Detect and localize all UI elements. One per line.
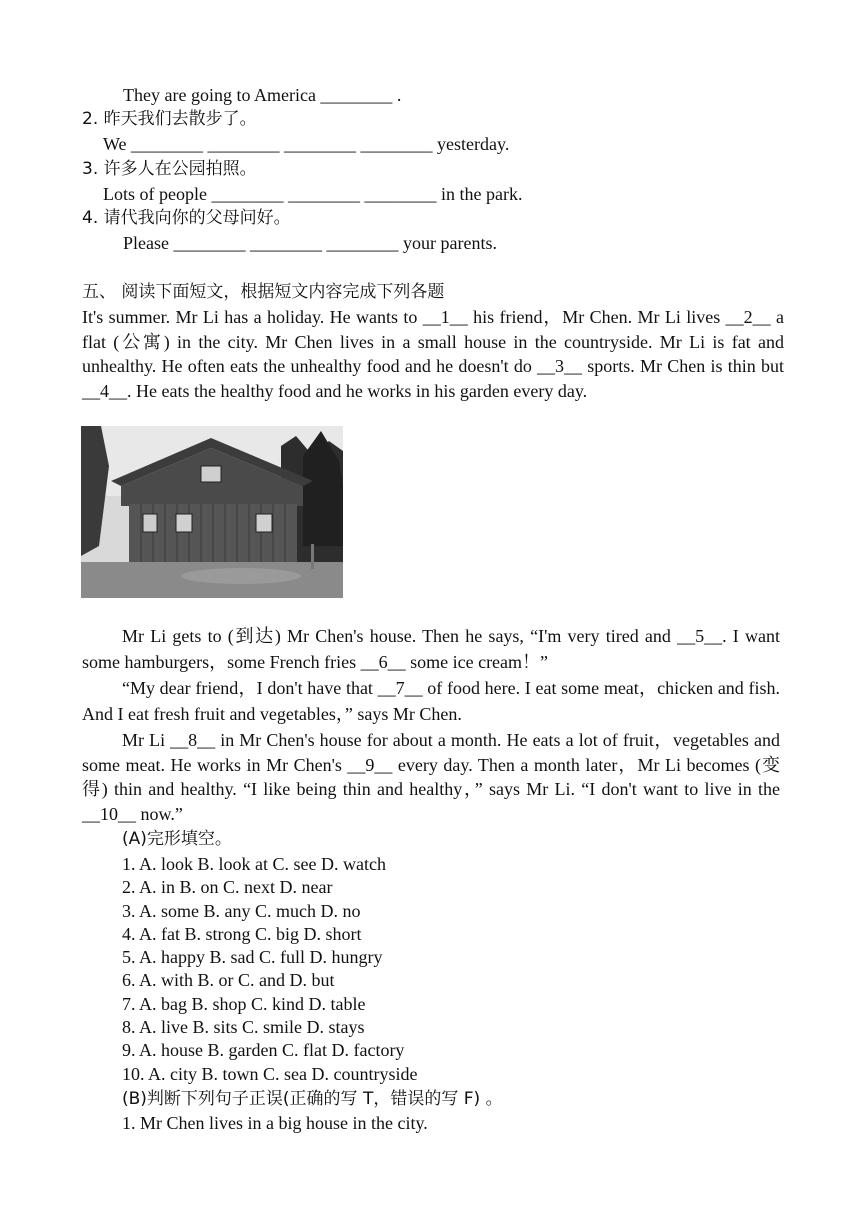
cloze-option-9: 9. A. house B. garden C. flat D. factory <box>122 1040 405 1061</box>
translation-line-2: We ________ ________ ________ ________ yesterday. <box>103 134 510 154</box>
cloze-option-2: 2. A. in B. on C. next D. near <box>122 877 333 898</box>
translation-question-4: 4. 请代我向你的父母问好。 <box>82 208 291 228</box>
cloze-options <box>122 853 417 1086</box>
translation-question-3: 3. 许多人在公园拍照。 <box>82 159 257 179</box>
cloze-option-3: 3. A. some B. any C. much D. no <box>122 900 361 921</box>
true-false-item-1: 1. Mr Chen lives in a big house in the city. <box>122 1113 428 1133</box>
part-a-title: (A)完形填空。 <box>122 829 232 849</box>
translation-question-2: 2. 昨天我们去散步了。 <box>82 109 257 129</box>
reading-paragraph-2: Mr Li gets to (到达) Mr Chen's house. Then he says, “I'm very tired and __5__. I want some hamburgers，some French fries __6__ some ice cream！” <box>82 626 780 672</box>
reading-paragraph-1: It's summer. Mr Li has a holiday. He wants to __1__ his friend，Mr Chen. Mr Li lives __2__ a flat (公寓) in the city. Mr Chen lives in a small house in the countryside. Mr Li is fat and unhealthy. He often eats the unhealthy food and he doesn't do __3__ sports. Mr Chen is thin but __4__. He eats the healthy food and he works in his garden every day. <box>82 307 784 401</box>
translation-line-1: They are going to America ________ . <box>123 85 402 105</box>
cloze-option-10: 10. A. city B. town C. sea D. countryside <box>122 1063 418 1084</box>
cloze-option-1: 1. A. look B. look at C. see D. watch <box>122 854 386 874</box>
part-b-title: (B)判断下列句子正误(正确的写 T，错误的写 F) 。 <box>122 1089 503 1109</box>
translation-line-3: Lots of people ________ ________ ________ in the park. <box>103 184 523 204</box>
reading-paragraph-4: Mr Li __8__ in Mr Chen's house for about a month. He eats a lot of fruit，vegetables and some meat. He works in Mr Chen's __9__ every day. Then a month later，Mr Li becomes (变得) thin and healthy. “I like being thin and healthy，” says Mr Li. “I don't want to live in the __10__ now.” <box>82 730 780 824</box>
reading-paragraph-3: “My dear friend，I don't have that __7__ of food here. I eat some meat，chicken and fish. And I eat fresh fruit and vegetables，” says Mr Chen. <box>82 678 780 724</box>
cloze-option-7: 7. A. bag B. shop C. kind D. table <box>122 993 366 1014</box>
cloze-option-5: 5. A. happy B. sad C. full D. hungry <box>122 947 383 968</box>
cloze-option-4: 4. A. fat B. strong C. big D. short <box>122 923 362 944</box>
section-5-title: 五、 阅读下面短文，根据短文内容完成下列各题 <box>82 282 445 302</box>
house-photo <box>81 426 343 598</box>
translation-line-4: Please ________ ________ ________ your parents. <box>123 233 497 253</box>
cloze-option-8: 8. A. live B. sits C. smile D. stays <box>122 1017 365 1038</box>
cloze-option-6: 6. A. with B. or C. and D. but <box>122 970 335 991</box>
